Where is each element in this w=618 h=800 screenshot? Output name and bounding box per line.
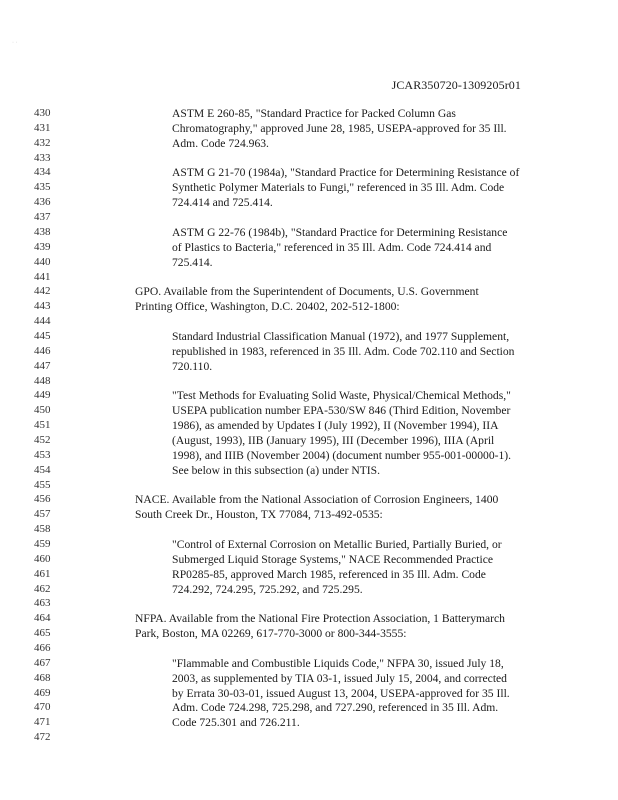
reference-text: Synthetic Polymer Materials to Fungi," referenced in 35 Ill. Adm. Code <box>172 181 505 195</box>
reference-text: Standard Industrial Classification Manual (1972), and 1977 Supplement, <box>172 329 510 343</box>
reference-text: 724.414 and 725.414. <box>172 196 273 210</box>
reference-text: 725.414. <box>172 255 213 269</box>
document-line <box>0 626 618 641</box>
line-number: 438 <box>34 225 51 238</box>
reference-text: RP0285-85, approved March 1985, referenced in 35 Ill. Adm. Code <box>172 567 486 581</box>
line-number: 461 <box>34 567 51 580</box>
document-line <box>0 671 618 686</box>
document-line <box>0 225 618 240</box>
line-number: 451 <box>34 419 51 432</box>
line-number: 457 <box>34 508 51 521</box>
document-line <box>0 165 618 180</box>
line-number: 454 <box>34 463 51 476</box>
reference-text: Adm. Code 724.298, 725.298, and 727.290, referenced in 35 Ill. Adm. <box>172 701 499 715</box>
document-line <box>0 344 618 359</box>
line-number: 469 <box>34 686 51 699</box>
document-line <box>0 284 618 299</box>
line-number: 471 <box>34 716 51 729</box>
source-heading-text: GPO. Available from the Superintendent of Documents, U.S. Government <box>135 285 479 299</box>
line-number: 458 <box>34 523 51 536</box>
document-line <box>0 492 618 507</box>
line-number: 445 <box>34 329 51 342</box>
reference-text: (August, 1993), IIB (January 1995), III (December 1996), IIIA (April <box>172 433 495 447</box>
source-heading-text: Park, Boston, MA 02269, 617-770-3000 or 800-344-3555: <box>135 627 407 641</box>
line-number: 447 <box>34 359 51 372</box>
line-number: 439 <box>34 240 51 253</box>
document-line <box>0 552 618 567</box>
document-id: JCAR350720-1309205r01 <box>391 78 521 92</box>
line-number: 465 <box>34 627 51 640</box>
document-line <box>0 136 618 151</box>
reference-text: USEPA publication number EPA-530/SW 846 (Third Edition, November <box>172 404 511 418</box>
reference-text: 720.110. <box>172 359 213 373</box>
document-line <box>0 433 618 448</box>
reference-text: Submerged Liquid Storage Systems," NACE Recommended Practice <box>172 552 494 566</box>
document-line <box>0 700 618 715</box>
document-line <box>0 388 618 403</box>
document-line <box>0 195 618 210</box>
line-number: 459 <box>34 537 51 550</box>
line-number: 452 <box>34 433 51 446</box>
document-line <box>0 255 618 270</box>
document-line <box>0 240 618 255</box>
document-line <box>0 151 618 166</box>
reference-text: "Test Methods for Evaluating Solid Waste, Physical/Chemical Methods," <box>172 389 511 403</box>
line-number: 437 <box>34 211 51 223</box>
reference-text: 2003, as supplemented by TIA 03-1, issued July 15, 2004, and corrected <box>172 671 507 685</box>
line-number: 440 <box>34 255 51 268</box>
document-line <box>0 210 618 225</box>
line-number: 463 <box>34 597 51 610</box>
document-line <box>0 374 618 389</box>
document-line <box>0 329 618 344</box>
reference-text: 1998), and IIIB (November 2004) (document number 955-001-00000-1). <box>172 448 512 462</box>
document-line <box>0 656 618 671</box>
line-number: 455 <box>34 478 51 491</box>
line-number: 434 <box>34 166 51 179</box>
line-number: 430 <box>34 107 51 119</box>
line-number: 449 <box>34 389 51 402</box>
line-number: 444 <box>34 315 51 327</box>
reference-text: 1986), as amended by Updates I (July 1992), II (November 1994), IIA <box>172 419 499 433</box>
line-number: 441 <box>34 270 51 283</box>
document-line <box>0 180 618 195</box>
document-line <box>0 582 618 597</box>
document-line <box>0 715 618 730</box>
reference-text: ASTM G 22-76 (1984b), "Standard Practice for Determining Resistance <box>172 225 508 239</box>
document-line <box>0 522 618 537</box>
source-heading-text: NACE. Available from the National Association of Corrosion Engineers, 1400 <box>135 493 499 507</box>
line-number: 446 <box>34 344 51 357</box>
document-line <box>0 403 618 418</box>
reference-text: by Errata 30-03-01, issued August 13, 2004, USEPA-approved for 35 Ill. <box>172 686 510 700</box>
line-number: 443 <box>34 300 51 313</box>
line-number: 460 <box>34 552 51 565</box>
reference-text: "Flammable and Combustible Liquids Code," NFPA 30, issued July 18, <box>172 656 504 670</box>
document-line <box>0 478 618 493</box>
line-number: 467 <box>34 656 51 669</box>
line-number: 464 <box>34 612 51 625</box>
source-heading-text: South Creek Dr., Houston, TX 77084, 713-492-0535: <box>135 508 383 522</box>
reference-text: ASTM G 21-70 (1984a), "Standard Practice for Determining Resistance of <box>172 166 520 180</box>
reference-text: "Control of External Corrosion on Metallic Buried, Partially Buried, or <box>172 537 502 551</box>
document-line <box>0 686 618 701</box>
line-number: 472 <box>34 731 51 744</box>
reference-text: 724.292, 724.295, 725.292, and 725.295. <box>172 582 363 596</box>
document-line <box>0 106 618 121</box>
document-line <box>0 567 618 582</box>
reference-text: Adm. Code 724.963. <box>172 136 269 150</box>
reference-text: Code 725.301 and 726.211. <box>172 716 300 730</box>
document-line <box>0 314 618 329</box>
line-number: 432 <box>34 136 51 149</box>
reference-text: of Plastics to Bacteria," referenced in 35 Ill. Adm. Code 724.414 and <box>172 240 492 254</box>
reference-text: Chromatography," approved June 28, 1985, USEPA-approved for 35 Ill. <box>172 121 507 135</box>
document-line <box>0 641 618 656</box>
line-number: 456 <box>34 493 51 506</box>
line-number: 435 <box>34 181 51 194</box>
document-line <box>0 359 618 374</box>
document-line <box>0 463 618 478</box>
line-number: 442 <box>34 285 51 298</box>
line-number: 462 <box>34 582 51 595</box>
document-line <box>0 448 618 463</box>
line-number: 431 <box>34 121 51 134</box>
line-number: 466 <box>34 642 51 654</box>
document-line <box>0 121 618 136</box>
document-line <box>0 418 618 433</box>
line-number: 453 <box>34 448 51 461</box>
document-line <box>0 507 618 522</box>
source-heading-text: NFPA. Available from the National Fire Protection Association, 1 Batterymarch <box>135 612 505 626</box>
reference-text: See below in this subsection (a) under NTIS. <box>172 463 381 477</box>
line-number: 470 <box>34 701 51 714</box>
document-line <box>0 611 618 626</box>
source-heading-text: Printing Office, Washington, D.C. 20402, 202-512-1800: <box>135 300 400 314</box>
line-number: 436 <box>34 196 51 209</box>
line-number: 433 <box>34 151 51 164</box>
document-line <box>0 270 618 285</box>
document-line <box>0 730 618 745</box>
document-line <box>0 596 618 611</box>
document-line <box>0 299 618 314</box>
line-number: 448 <box>34 374 51 387</box>
reference-text: republished in 1983, referenced in 35 Ill. Adm. Code 702.110 and Section <box>172 344 515 358</box>
line-number: 450 <box>34 404 51 417</box>
scan-artifact: · · <box>12 40 18 46</box>
line-number: 468 <box>34 671 51 684</box>
reference-text: ASTM E 260-85, "Standard Practice for Packed Column Gas <box>172 107 456 120</box>
document-line <box>0 537 618 552</box>
